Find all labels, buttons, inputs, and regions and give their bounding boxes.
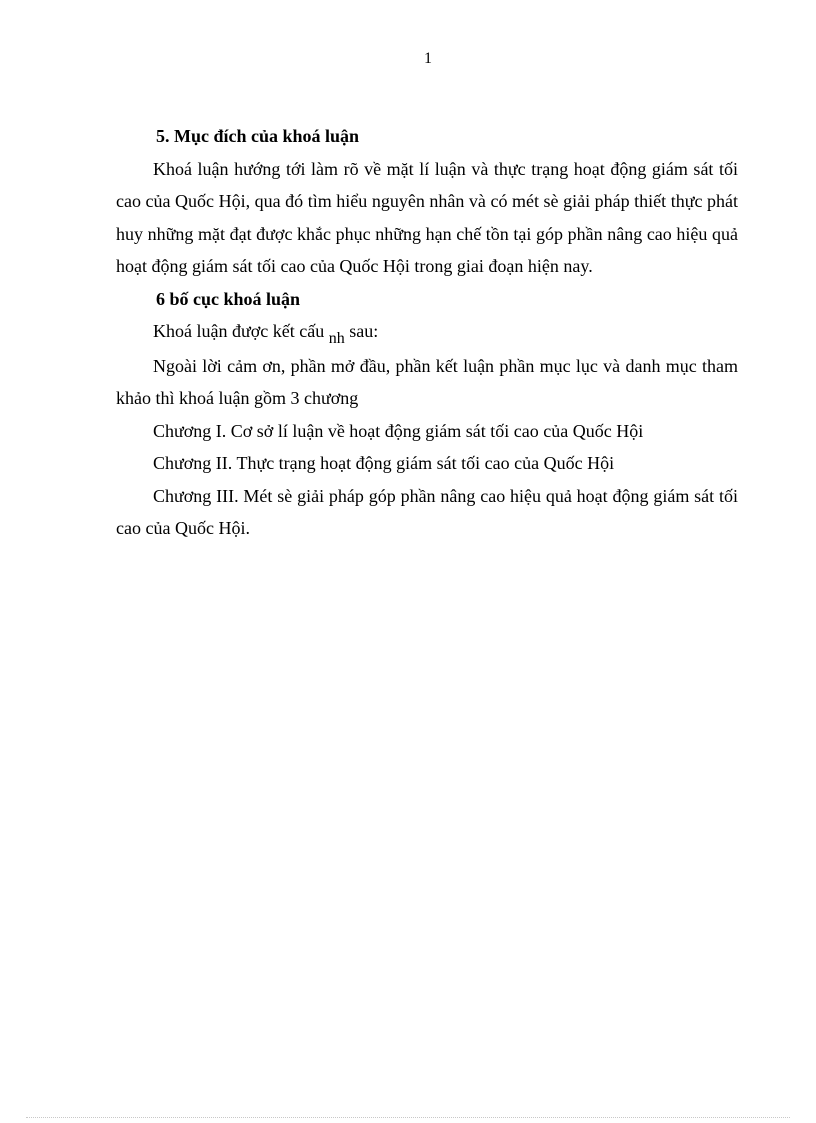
structure-line: [116, 315, 738, 350]
chapter-3-line: Chương III. Mét sè giải pháp góp phần nâng cao hiệu quả hoạt động giám sát tối cao của Quốc Hội.: [116, 485, 738, 538]
page-number: 1: [424, 50, 432, 67]
page-bottom-divider: [26, 1117, 790, 1118]
section-5-heading: 5. Mục đích của khoá luận: [156, 126, 360, 146]
section-6-heading: 6 bố cục khoá luận: [156, 288, 301, 309]
structure-line-before: Khoá luận được kết cấu: [153, 321, 329, 341]
chapter-2-line: Chương II. Thực trạng hoạt động giám sát tối cao của Quốc Hội: [153, 453, 615, 473]
chapter-1-line: Chương I. Cơ sở lí luận về hoạt động giám sát tối cao của Quốc Hội: [153, 420, 644, 441]
structure-line-after: sau:: [344, 321, 379, 341]
document-body: [116, 120, 738, 545]
section-5-paragraph: Khoá luận hướng tới làm rõ về mặt lí luận và thực trạng hoạt động giám sát tối cao của Quốc Hội, qua đó tìm hiểu nguyên nhân và có mét sè giải pháp thiết thực phát huy những mặt đạt được khắc phục những hạn chế tồn tại góp phần nâng cao hiệu quả hoạt động giám sát tối cao của Quốc Hội trong giai đoạn hiện nay.: [116, 158, 738, 276]
overview-paragraph: Ngoài lời cảm ơn, phần mở đầu, phần kết luận phần mục lục và danh mục tham khảo thì khoá luận gồm 3 chương: [116, 355, 738, 408]
structure-line-subscript: nh: [328, 330, 345, 347]
